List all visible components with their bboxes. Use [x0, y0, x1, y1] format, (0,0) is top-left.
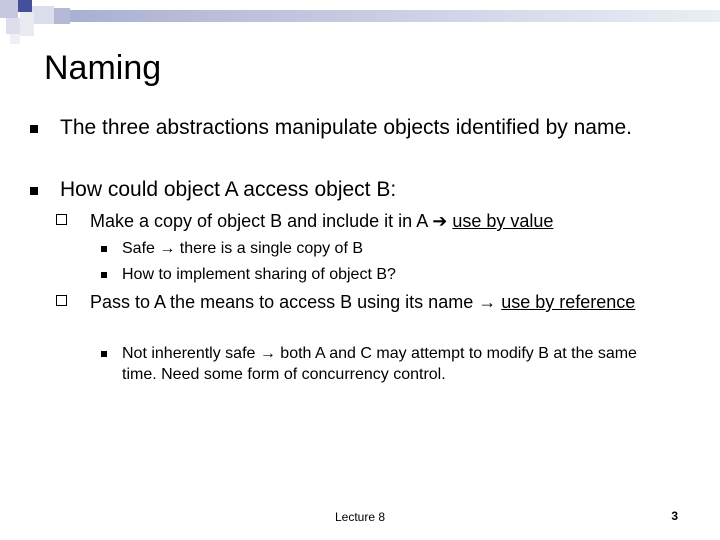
square-bullet-icon	[101, 272, 107, 278]
item-lead-text: Not inherently safe	[122, 345, 260, 362]
slide-title: Naming	[44, 49, 162, 87]
sub-bullet-text: Pass to A the means to access B using its name	[90, 292, 479, 312]
sub-sub-bullet-item	[122, 343, 662, 385]
item-lead-text: Safe	[122, 240, 160, 257]
bullet-item	[60, 114, 680, 142]
arrow-icon: ➔	[432, 211, 448, 231]
sub-bullet-item	[90, 209, 660, 233]
arrow-icon: →	[478, 292, 497, 312]
bullet-text: How could object A access object B:	[60, 178, 397, 201]
footer-text: Lecture 8	[334, 510, 386, 524]
use-by-value-text: use by value	[452, 211, 554, 231]
square-bullet-icon	[101, 246, 107, 252]
hollow-square-bullet-icon	[56, 214, 67, 225]
page-number: 3	[671, 509, 678, 523]
sub-sub-bullet-item	[122, 264, 682, 285]
item-rest-text: there is a single copy of B	[175, 240, 364, 257]
item-rest-text: both A and C may attempt to modify B at the same time. Need some form of concurrency control.	[122, 345, 637, 383]
sub-bullet-text: Make a copy of object B and include it in A	[90, 211, 433, 231]
use-by-reference-text: use by reference	[501, 292, 636, 312]
arrow-icon: →	[159, 240, 176, 257]
square-bullet-icon	[101, 351, 107, 357]
bullet-item	[60, 176, 680, 204]
bullet-text: The three abstractions manipulate objects identified by name.	[60, 116, 632, 139]
item-text: How to implement sharing of object B?	[122, 266, 396, 283]
hollow-square-bullet-icon	[56, 295, 67, 306]
sub-sub-bullet-item	[122, 238, 682, 259]
sub-bullet-item	[90, 290, 660, 314]
square-bullet-icon	[30, 187, 38, 195]
square-bullet-icon	[30, 125, 38, 133]
arrow-icon: →	[259, 345, 276, 362]
